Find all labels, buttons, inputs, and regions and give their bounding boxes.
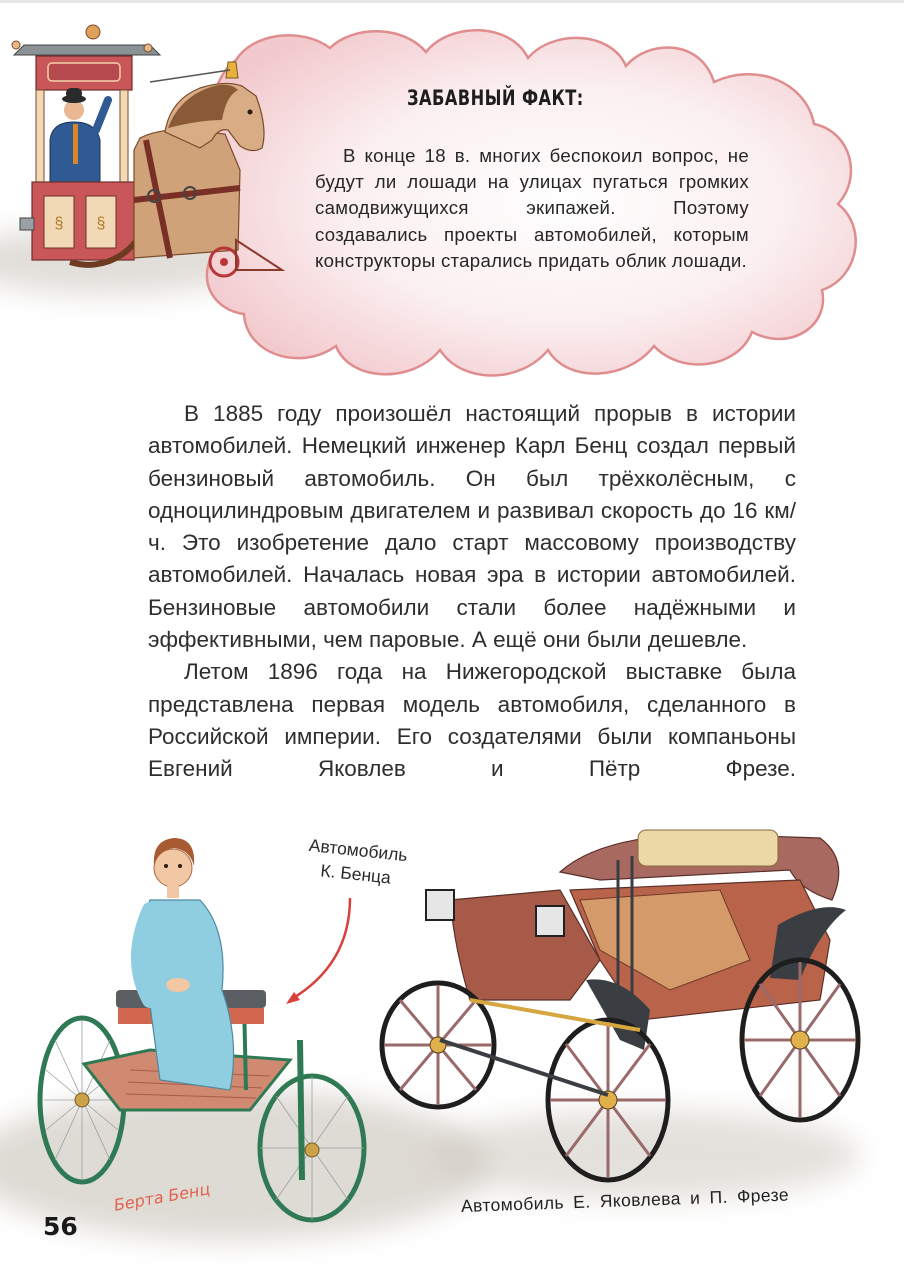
- svg-text:§: §: [54, 215, 64, 232]
- fun-fact-text: [315, 143, 749, 274]
- benz-car-illustration: [20, 830, 380, 1190]
- yakovlev-car-caption: Автомобиль Е. Яковлева и П. Фрезе: [460, 1184, 790, 1216]
- paragraph-benz: В 1885 году произошёл настоящий прорыв в истории автомобилей. Немецкий инженер Карл Бенц создал первый бензиновый автомобиль. Он был трёхколёсным, с одноцилиндровым двигателем и развивал скорость до 16 км/ч. Это изобретение дало старт массовому производству автомобилей. Началась новая эра в истории автомобилей. Бензиновые автомобили стали более надёжными и эффективными, чем паровые. А ещё они были дешевле.: [148, 401, 796, 653]
- bertha-benz-label: Берта Бенц: [112, 1179, 212, 1215]
- benz-caption-line1: Автомобиль: [307, 834, 409, 866]
- fun-fact-paragraph: В конце 18 в. многих беспокоил вопрос, не будут ли лошади на улицах пугаться громких самодвижущихся экипажей. Поэтому создавались проекты автомобилей, которым конструкторы старались придать облик лошади.: [315, 145, 749, 271]
- arrow-to-benz-car: [280, 890, 360, 1010]
- yakovlev-car-illustration: [380, 820, 870, 1200]
- main-text: [148, 398, 796, 786]
- horse-carriage-illustration: [0, 0, 300, 290]
- benz-caption-line2: К. Бенца: [319, 860, 392, 888]
- paragraph-yakovlev: Летом 1896 года на Нижегородской выставке была представлена первая модель автомобиля, сделанного в Российской империи. Его создателями были компаньоны Евгений Яковлев и Пётр Фрезе.: [148, 659, 796, 782]
- fun-fact-title: ЗАБАВНЫЙ ФАКТ:: [407, 86, 584, 110]
- svg-text:§: §: [96, 215, 106, 232]
- page-number: 56: [43, 1212, 78, 1241]
